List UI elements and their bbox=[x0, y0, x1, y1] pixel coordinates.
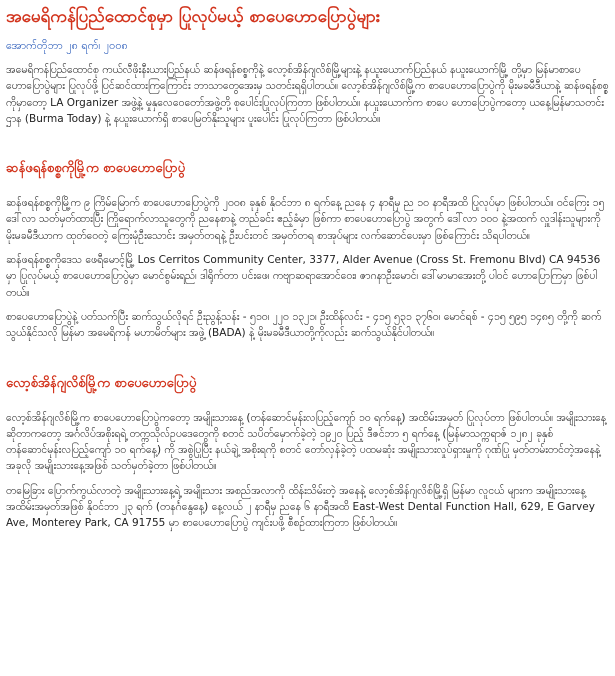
section-paragraph: ဆန်ဖရန်စစ္စကိုမြို့က ၉ ကြိမ်မြောက် စာပေဟောပြောပွဲကို ၂၀၀၈ ခုနှစ် နိုဝင်ဘာ ၈ ရက်နေ့ ညနေ ၄ နာရီမှ ည ၁၀ နာရီအထိ ပြုလုပ်မှာ ဖြစ်ပါတယ်။ ဝင်ကြေး ၁၅ ဒေါ်လာ သတ်မှတ်ထားပြီး ကြိုရောက်လာသူတွေကို ညနေစာနဲ့ တည်ခင်း ဧည့်ခံမှာ ဖြစ်ကာ စာပေဟောပြောပွဲ အတွက် ဒေါ်လာ ၁၀၀ နဲ့အထက် လှူဒါန်းသူများကို မိုးမခမီဒီယာက ထုတ်ဝေတဲ့ ကြေးမုံဦးသောင်း အမှတ်တရနဲ့ ဦးပင်းတင် အမှတ်တရ စာအုပ်များ လက်ဆောင်ပေးမှာ ဖြစ်ကြောင်း သိရပါတယ်။ bbox=[6, 197, 605, 242]
section-paragraph: လော့စ်အိန်ဂျလိစ်မြို့က စာပေဟောပြောပွဲကတော့ အမျိုးသားနေ့ (တန်ဆောင်မုန်းလပြည့်ကျော် ၁၀ ရက်နေ့) အထိမ်းအမှတ် ပြုလုပ်တာ ဖြစ်ပါတယ်။ အမျိုးသားနေ့ဆိုတာကတော့ အင်္ဂလိပ်အစိုးရရဲ့ တက္ကသိုလ်ဥပဒေတွေကို စတင် သပိတ်မှောက်ခဲ့တဲ့ ၁၉၂၀ ပြည့် ဒီဇင်ဘာ ၅ ရက်နေ့ (မြန်မာသက္ကရာဇ် ၁၂၈၂ ခုနှစ် တန်ဆောင်မုန်းလပြည့်ကျော် ၁၀ ရက်နေ့) ကို အစွဲပြုပြီး နယ်ချဲ့ အစိုးရကို စတင် တော်လှန်ခဲ့တဲ့ ပထမဆုံး အမျိုးသားလှုပ်ရှားမှုကို ဂုဏ်ပြု မှတ်တမ်းတင်တဲ့အနေနဲ့ အခုလို အမျိုးသားနေ့အဖြစ် သတ်မှတ်ခဲ့တာ ဖြစ်ပါတယ်။ bbox=[6, 411, 607, 473]
section-paragraph: ဆန်ဖရန်စစ္စကိုဒေသ ဖေရီမောင့်မြို့ Los Cerritos Community Center, 3377, Alder Avenue (Cross St. Fremonu Blvd) CA 94536 မှာ ပြုလုပ်မယ့် စာပေဟောပြောပွဲမှာ မောင်စွမ်းရည်၊ ဒါရိုက်တာ ပင်းဖေ၊ ကဗျာဆရာအောင်ဝေး၊ ဇာဂနာဦးမောင်၊ ဒေါ်မာမာအေးတို့ ပါဝင် ဟောပြောကြမှာ ဖြစ်ပါတယ်။ bbox=[6, 254, 601, 299]
section-san-francisco bbox=[6, 160, 609, 341]
section-heading: ဆန်ဖရန်စစ္စကိုမြို့က စာပေဟောပြောပွဲ bbox=[6, 161, 186, 177]
article bbox=[6, 0, 609, 676]
intro-paragraph: အမေရိကန်ပြည်ထောင်စု ကယ်လီဖိုးနီးယားပြည်နယ် ဆန်ဖရန်စစ္စကိုနဲ့ လော့စ်အိန်ဂျလိစ်မြို့များနဲ့ နယူးယောက်ပြည်နယ် နယူးယောက်မြို့ တို့မှာ မြန်မာစာပေဟောပြောပွဲများ ပြုလုပ်ဖို့ ပြင်ဆင်ထားကြကြောင်း ဘာသာတွေအေးမှ သတင်းရရှိပါတယ်။ လော့စ်အိန်ဂျလိစ်မြို့က စာပေဟောပြောပွဲကို မိုးမခမီဒီယာနဲ့ ဆန်ဖရန်စစ္စကိုမှာတော့ LA Organizer အဖွဲ့နဲ့ မှုနှလေဝေတော်အဖွဲ့တို့ စုပေါင်းပြုလုပ်ကြတာ ဖြစ်ပါတယ်။ နယူးယောက်က စာပေ ဟောပြောပွဲကတော့ ယနေ့မြန်မာသတင်းဌာန (Burma Today) နဲ့ နယူးယောက်ရှိ စာပေမြတ်နိုးသူများ ပူးပေါင်း ပြုလုပ်ကြတာ ဖြစ်ပါတယ်။ bbox=[6, 64, 609, 125]
article-title: အမေရိကန်ပြည်ထောင်စုမှာ ပြုလုပ်မယ့် စာပေဟောပြောပွဲများ bbox=[6, 7, 381, 27]
section-heading: လော့စ်အိန်ဂျလိစ်မြို့က စာပေဟောပြောပွဲ bbox=[6, 375, 197, 391]
article-date: အောက်တိုဘာ ၂၈ ရက်၊ ၂၀၀၈ bbox=[6, 39, 128, 52]
section-paragraph: တမြေခြား ပြောက်ကွယ်လာတဲ့ အမျိုးသားနေ့ရဲ့ အမျိုးသား အစည်အလာကို ထိန်းသိမ်းတဲ့ အနေနဲ့ လော့စ်အိန်ဂျလိစ်မြို့ရှိ မြန်မာ လူငယ် များက အမျိုးသားနေ့ အထိမ်းအမှတ်အဖြစ် နိုဝင်ဘာ ၂၃ ရက် (တနင်္ဂနွေနေ့) နေ့လယ် ၂ နာရီမှ ညနေ ၆ နာရီအထိ East-West Dental Function Hall, 629, E Garvey Ave, Monterey Park, CA 91755 မှာ စာပေဟောပြောပွဲ ကျင်းပဖို့ စီစဉ်ထားကြတာ ဖြစ်ပါတယ်။ bbox=[6, 484, 595, 530]
section-paragraph: စာပေဟောပြောပွဲနဲ့ ပတ်သက်ပြီး ဆက်သွယ်လိုရင် ဦးညွန့်သန်း - ၅၁၀၊ ၂၂၀ ၁၃၂၁၊ ဦးထိန်လင်း - ၄၁၅ ၅၃၁ ၃၇၆၀၊ မောင်ရစ် - ၄၁၅ ၅၉၅ ၁၄၈၅ တို့ကို ဆက်သွယ်နိုင်သလို မြန်မာ အမေရိကန် မဟာမိတ်များ အဖွဲ့ (BADA) နဲ့ မိုးမခမီဒီယာတို့ကိုလည်း ဆက်သွယ်နိုင်ပါတယ်။ bbox=[6, 310, 602, 340]
section-los-angeles bbox=[6, 375, 609, 532]
